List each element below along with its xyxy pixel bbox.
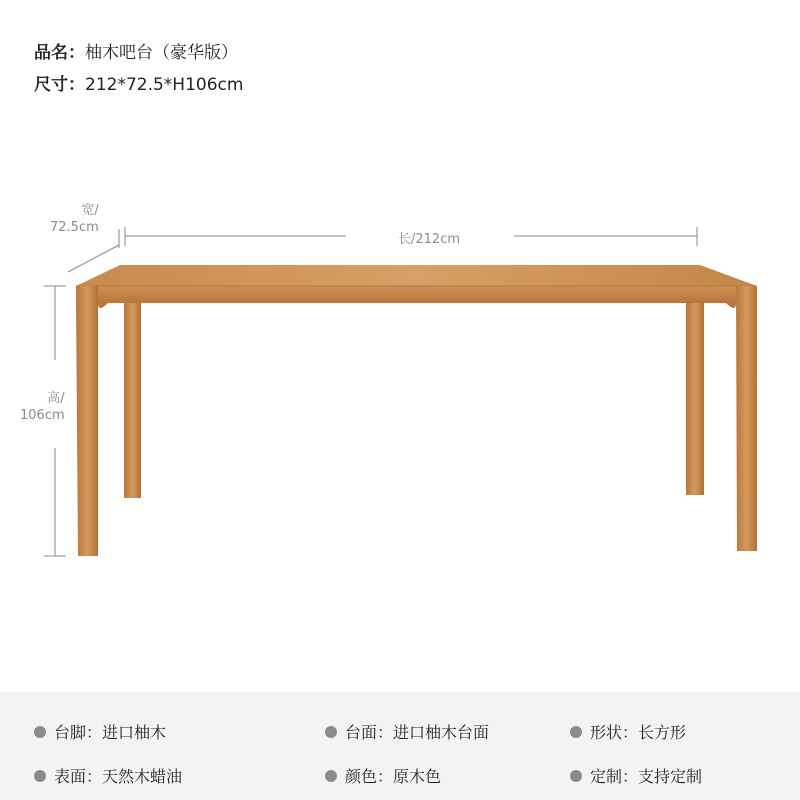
feature-item: [34, 720, 166, 743]
table-leg-back-left: [124, 300, 141, 498]
depth-label-line2: 72.5cm: [50, 220, 99, 235]
feature-label: 形状：: [590, 723, 639, 742]
bullet-icon: [34, 726, 46, 738]
table-leg-front-right: [736, 286, 757, 551]
table-leg-front-left: [76, 286, 98, 556]
bullet-icon: [34, 770, 46, 782]
product-name-value: 柚木吧台（豪华版）: [85, 43, 238, 63]
height-label: [20, 390, 65, 424]
feature-label: 台面：: [345, 723, 394, 742]
table-top-edge: [76, 286, 757, 303]
height-label-line1: 高/: [47, 391, 65, 406]
feature-item: [325, 720, 489, 743]
feature-item: [325, 764, 441, 787]
feature-label: 颜色：: [345, 767, 394, 786]
table-top-surface: [76, 265, 757, 286]
feature-label: 表面：: [54, 767, 103, 786]
feature-item: [570, 764, 702, 787]
feature-value: 长方形: [638, 723, 687, 742]
product-size-value: 212*72.5*H106cm: [85, 75, 244, 95]
feature-value: 天然木蜡油: [102, 767, 183, 786]
bullet-icon: [570, 726, 582, 738]
bullet-icon: [325, 770, 337, 782]
depth-label: [50, 202, 99, 236]
feature-panel: [0, 692, 800, 800]
bullet-icon: [325, 726, 337, 738]
feature-label: 定制：: [590, 767, 639, 786]
depth-label-line1: 宽/: [81, 203, 99, 218]
feature-value: 原木色: [393, 767, 442, 786]
feature-value: 进口柚木台面: [393, 723, 490, 742]
feature-item: [570, 720, 686, 743]
height-label-line2: 106cm: [20, 408, 65, 423]
product-name-label: 品名：: [34, 43, 85, 63]
product-size-label: 尺寸：: [34, 75, 85, 95]
feature-value: 支持定制: [638, 767, 703, 786]
feature-value: 进口柚木: [102, 723, 167, 742]
table-leg-back-right: [686, 300, 704, 495]
feature-item: [34, 764, 182, 787]
length-label: 长/212cm: [398, 232, 461, 247]
bullet-icon: [570, 770, 582, 782]
feature-label: 台脚：: [54, 723, 103, 742]
